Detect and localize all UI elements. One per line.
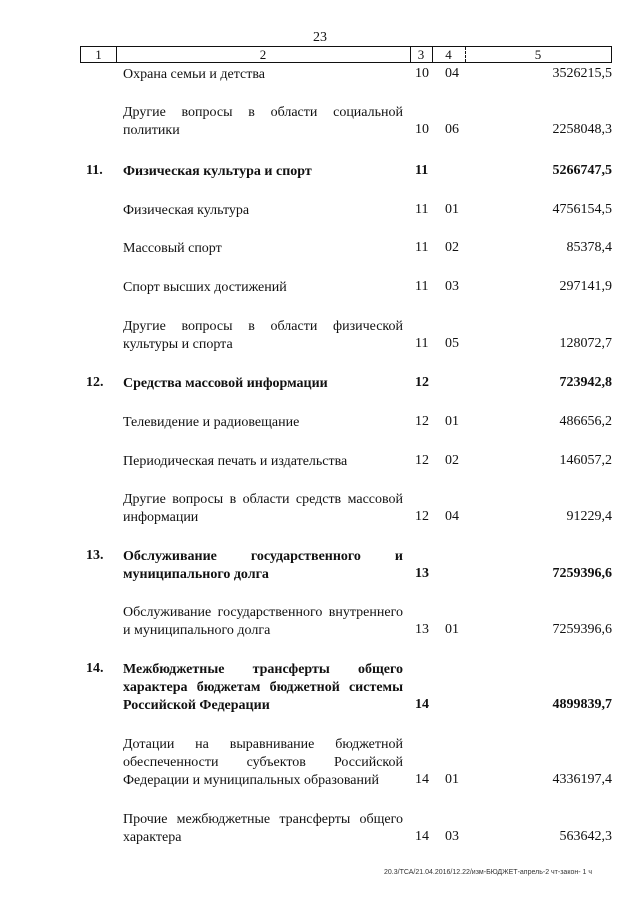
header-col-1: 1 xyxy=(95,47,102,62)
row-section: 12 xyxy=(415,509,429,524)
row-section: 11 xyxy=(415,279,429,294)
row-section: 12 xyxy=(415,453,429,468)
row-section: 12 xyxy=(415,414,429,429)
row-amount: 4336197,4 xyxy=(552,772,612,787)
row-section: 10 xyxy=(415,122,429,137)
row-subsection: 01 xyxy=(445,772,459,787)
row-section: 14 xyxy=(415,772,429,787)
row-name: Телевидение и радиовещание xyxy=(123,415,300,430)
row-name: Другие вопросы в области социальной политики xyxy=(123,105,403,138)
row-section: 13 xyxy=(415,566,429,581)
footer-note: 20.3/ТСА/21.04.2016/12.22/изм-БЮДЖЕТ-апрель-2 чт-закон- 1 ч xyxy=(384,869,592,876)
row-amount: 2258048,3 xyxy=(552,122,612,137)
page-number: 23 xyxy=(313,30,327,45)
header-col-5: 5 xyxy=(534,47,542,62)
header-col-3: 3 xyxy=(417,47,425,62)
row-section: 13 xyxy=(415,622,429,637)
row-subsection: 04 xyxy=(445,66,459,81)
row-section: 14 xyxy=(415,829,429,844)
row-amount: 7259396,6 xyxy=(552,566,612,581)
row-subsection: 01 xyxy=(445,622,459,637)
row-name: Обслуживание государственного и муниципального долга xyxy=(123,549,403,582)
row-name: Средства массовой информации xyxy=(123,376,328,391)
row-subsection: 04 xyxy=(445,509,459,524)
table-header xyxy=(80,46,612,63)
row-amount: 297141,9 xyxy=(559,279,612,294)
header-col-4: 4 xyxy=(445,47,452,62)
header-col-2: 2 xyxy=(259,47,267,62)
row-section: 11 xyxy=(415,336,429,351)
row-amount: 563642,3 xyxy=(559,829,612,844)
row-subsection: 03 xyxy=(445,829,459,844)
row-amount: 5266747,5 xyxy=(552,163,612,178)
row-section: 11 xyxy=(415,163,429,178)
row-amount: 85378,4 xyxy=(566,240,612,255)
row-number: 12. xyxy=(86,375,104,390)
row-amount: 146057,2 xyxy=(559,453,612,468)
row-amount: 91229,4 xyxy=(566,509,612,524)
row-amount: 7259396,6 xyxy=(552,622,612,637)
row-subsection: 03 xyxy=(445,279,459,294)
row-subsection: 06 xyxy=(445,122,459,137)
row-name: Прочие межбюджетные трансферты общего характера xyxy=(123,812,403,845)
row-section: 11 xyxy=(415,240,429,255)
row-number: 11. xyxy=(86,163,103,178)
row-amount: 128072,7 xyxy=(559,336,612,351)
row-section: 12 xyxy=(415,375,429,390)
row-section: 14 xyxy=(415,697,429,712)
row-subsection: 01 xyxy=(445,414,459,429)
row-name: Физическая культура xyxy=(123,203,250,218)
row-amount: 4756154,5 xyxy=(552,202,612,217)
row-amount: 3526215,5 xyxy=(552,66,612,81)
row-amount: 486656,2 xyxy=(559,414,612,429)
row-name: Массовый спорт xyxy=(123,241,222,256)
row-name: Другие вопросы в области физической культуры и спорта xyxy=(123,319,403,352)
row-name: Физическая культура и спорт xyxy=(123,164,312,179)
row-subsection: 02 xyxy=(445,240,459,255)
row-name: Обслуживание государственного внутреннего и муниципального долга xyxy=(123,605,403,638)
row-number: 14. xyxy=(86,661,104,676)
row-amount: 723942,8 xyxy=(559,375,612,390)
row-subsection: 02 xyxy=(445,453,459,468)
row-name: Дотации на выравнивание бюджетной обеспеченности субъектов Российской Федерации и муниципальных образований xyxy=(123,737,403,788)
row-name: Спорт высших достижений xyxy=(123,280,287,295)
row-subsection: 05 xyxy=(445,336,459,351)
row-subsection: 01 xyxy=(445,202,459,217)
row-name: Межбюджетные трансферты общего характера бюджетам бюджетной системы Российской Федерации xyxy=(123,662,403,713)
row-name: Охрана семьи и детства xyxy=(123,67,265,82)
row-amount: 4899839,7 xyxy=(552,697,612,712)
row-name: Другие вопросы в области средств массовой информации xyxy=(123,492,403,525)
row-name: Периодическая печать и издательства xyxy=(123,454,348,469)
row-number: 13. xyxy=(86,548,104,563)
row-section: 11 xyxy=(415,202,429,217)
row-section: 10 xyxy=(415,66,429,81)
